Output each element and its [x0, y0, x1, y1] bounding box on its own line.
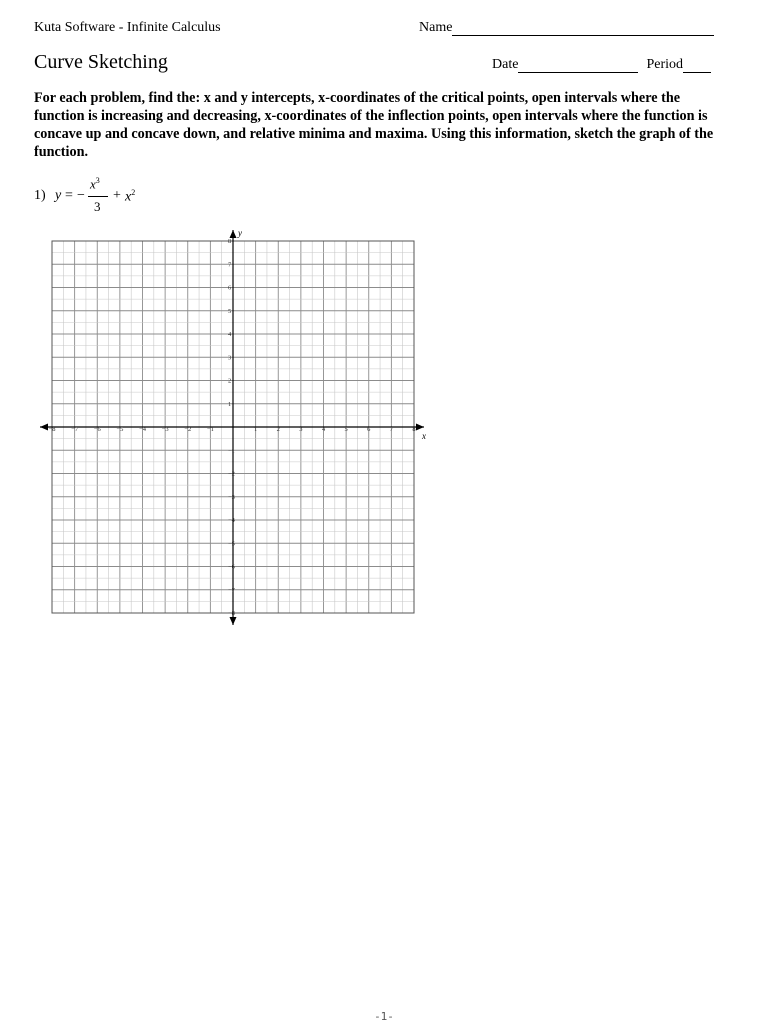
x-tick-label: 2	[276, 426, 280, 433]
software-name: Kuta Software - Infinite Calculus	[34, 20, 221, 35]
x-tick-label: 8	[412, 426, 416, 433]
x-axis-label: x	[422, 431, 426, 441]
equation-plus: +	[113, 188, 121, 203]
x-tick-label: 6	[367, 426, 371, 433]
equation-y: y	[55, 188, 62, 203]
x-tick-label: −2	[184, 426, 192, 433]
x-tick-label: −5	[116, 426, 124, 433]
y-axis-arrow-down	[230, 617, 237, 625]
x-tick-label: −4	[139, 426, 146, 433]
y-tick-label: −5	[228, 540, 235, 548]
y-tick-label: −8	[228, 610, 235, 617]
page-title: Curve Sketching	[34, 51, 168, 73]
name-label: Name	[419, 20, 453, 35]
fraction-numerator: $x^3$	[90, 176, 100, 192]
y-tick-label: −6	[228, 563, 235, 571]
equation-minus: −	[77, 188, 85, 203]
equation-term: $x^2$	[125, 188, 136, 205]
equation-equals: =	[65, 188, 73, 203]
name-field[interactable]	[419, 20, 714, 36]
y-tick-label: 3	[228, 354, 232, 362]
coordinate-grid[interactable]	[36, 226, 436, 632]
y-axis-arrow-up	[230, 230, 237, 238]
y-tick-label: 6	[228, 284, 232, 292]
x-tick-label: −6	[93, 426, 101, 433]
y-tick-label: −4	[228, 517, 235, 524]
y-tick-label: 2	[228, 377, 232, 385]
y-tick-label: 1	[228, 400, 232, 408]
x-tick-label: −7	[71, 426, 79, 433]
fraction-denominator: 3	[94, 199, 101, 214]
x-tick-label: −3	[161, 426, 169, 433]
fraction-bar	[88, 196, 108, 197]
date-label: Date	[492, 57, 519, 72]
y-tick-label: 8	[228, 238, 232, 245]
y-tick-label: −3	[228, 493, 235, 501]
page-number: -1-	[374, 1010, 394, 1023]
period-label: Period	[646, 57, 683, 72]
x-tick-label: −8	[48, 426, 56, 433]
x-tick-label: 4	[321, 426, 326, 433]
y-tick-label: −2	[228, 470, 235, 478]
x-tick-label: 5	[344, 426, 348, 433]
instructions: For each problem, find the: x and y intercepts, x-coordinates of the critical points, open intervals where the function is increasing and decreasing, x-coordinates of the inflection points, open intervals where the function is concave up and concave down, and relative minima and maxima. Using this information, sketch the graph of the function.	[34, 90, 714, 160]
date-blank-line[interactable]	[518, 58, 638, 73]
graph-svg[interactable]	[36, 226, 436, 632]
y-tick-label: −7	[228, 586, 235, 594]
y-tick-label: −1	[228, 447, 235, 455]
x-tick-label: −1	[206, 426, 214, 433]
problem-1	[34, 172, 234, 218]
x-tick-label: 7	[389, 426, 393, 433]
date-period-fields	[492, 57, 711, 73]
y-tick-label: 7	[228, 261, 232, 269]
x-tick-label: 3	[299, 426, 303, 433]
problem-number: 1)	[34, 188, 46, 203]
y-axis-label: y	[238, 228, 242, 238]
x-axis-arrow-right	[416, 424, 424, 431]
period-blank-line[interactable]	[683, 58, 711, 73]
name-blank-line[interactable]	[452, 21, 714, 36]
x-tick-label: 1	[254, 426, 258, 433]
y-tick-label: 4	[228, 331, 232, 338]
y-tick-label: 5	[228, 307, 232, 315]
x-axis-arrow-left	[40, 424, 48, 431]
